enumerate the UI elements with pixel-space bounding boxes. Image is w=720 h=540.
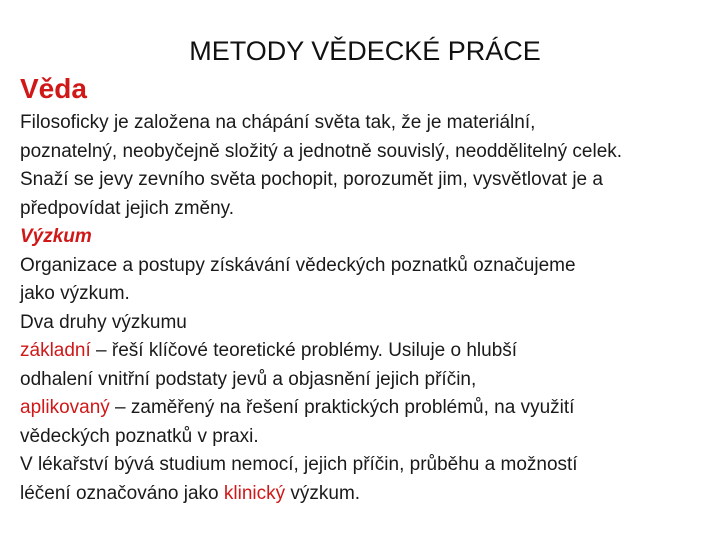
term-aplikovany: aplikovaný bbox=[20, 397, 110, 418]
vyzkum-line: Dva druhy výzkumu bbox=[20, 311, 187, 333]
lekarstvi-text-after: výzkum. bbox=[285, 482, 361, 504]
lekarstvi-text-before: léčení označováno jako bbox=[20, 482, 224, 504]
lekarstvi-line-2 bbox=[20, 480, 720, 509]
zakladni-description: – řeší klíčové teoretické problémy. Usiluje o hlubší bbox=[90, 340, 518, 361]
vyzkum-line: jako výzkum. bbox=[20, 283, 130, 304]
term-zakladni: základní bbox=[20, 340, 91, 361]
veda-line: Snaží se jevy zevního světa pochopit, porozumět jim, vysvětlovat je a bbox=[20, 169, 603, 190]
term-klinicky: klinický bbox=[223, 482, 286, 504]
zakladni-line-2: odhalení vnitřní podstaty jevů a objasnění jejich příčin, bbox=[20, 368, 477, 390]
slide-title: METODY VĚDECKÉ PRÁCE bbox=[189, 36, 541, 66]
aplikovany-description: – zaměřený na řešení praktických problémů, na využití bbox=[109, 397, 575, 418]
veda-line: předpovídat jejich změny. bbox=[20, 197, 235, 219]
veda-line: poznatelný, neobyčejně složitý a jednotně souvislý, neoddělitelný celek. bbox=[20, 140, 623, 162]
section-heading-veda: Věda bbox=[20, 73, 87, 104]
lekarstvi-line: V lékařství bývá studium nemocí, jejich příčin, průběhu a možností bbox=[20, 454, 578, 475]
aplikovany-line bbox=[20, 394, 720, 423]
zakladni-line bbox=[20, 337, 720, 366]
vyzkum-line: Organizace a postupy získávání vědeckých poznatků označujeme bbox=[20, 254, 576, 276]
subheading-vyzkum: Výzkum bbox=[20, 226, 92, 247]
slide-body bbox=[20, 109, 720, 508]
aplikovany-line-2: vědeckých poznatků v praxi. bbox=[20, 425, 259, 447]
veda-line: Filosoficky je založena na chápání světa tak, že je materiální, bbox=[20, 112, 536, 133]
